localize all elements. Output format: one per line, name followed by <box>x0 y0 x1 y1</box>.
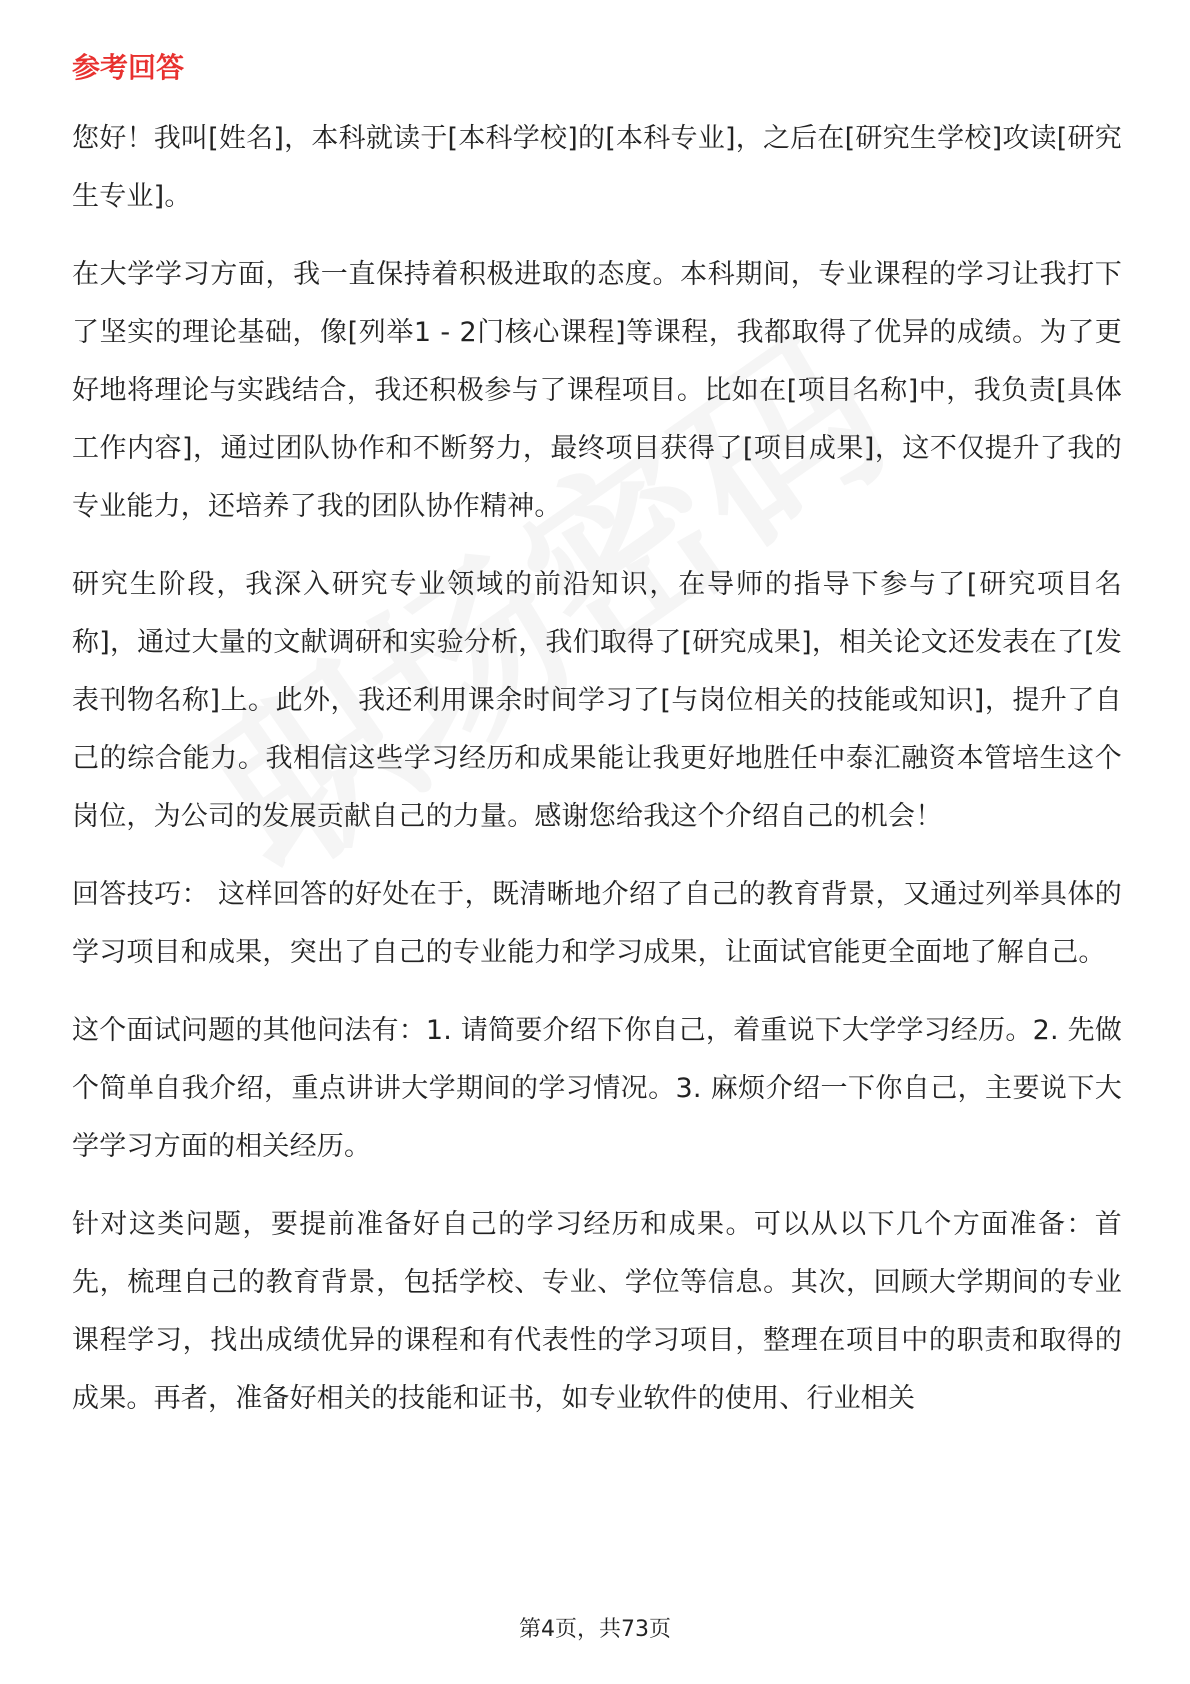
paragraph-undergrad: 在大学学习方面，我一直保持着积极进取的态度。本科期间，专业课程的学习让我打下了坚实的理论基础，像[列举1 - 2门核心课程]等课程，我都取得了优异的成绩。为了更好地将理论与实践结合，我还积极参与了课程项目。比如在[项目名称]中，我负责[具体工作内容]，通过团队协作和不断努力，最终项目获得了[项目成果]，这不仅提升了我的专业能力，还培养了我的团队协作精神。 <box>72 259 1122 522</box>
paragraph-intro: 您好！我叫[姓名]，本科就读于[本科学校]的[本科专业]，之后在[研究生学校]攻读[研究生专业]。 <box>72 123 1122 212</box>
paragraph-alternatives: 这个面试问题的其他问法有：1. 请简要介绍下你自己，着重说下大学学习经历。2. 先做个简单自我介绍，重点讲讲大学期间的学习情况。3. 麻烦介绍一下你自己，主要说下大学学习方面的相关经历。 <box>72 1015 1122 1162</box>
paragraph-preparation: 针对这类问题，要提前准备好自己的学习经历和成果。可以从以下几个方面准备：首先，梳理自己的教育背景，包括学校、专业、学位等信息。其次，回顾大学期间的专业课程学习，找出成绩优异的课程和有代表性的学习项目，整理在项目中的职责和取得的成果。再者，准备好相关的技能和证书，如专业软件的使用、行业相关 <box>72 1209 1122 1414</box>
paragraph-graduate: 研究生阶段，我深入研究专业领域的前沿知识，在导师的指导下参与了[研究项目名称]，通过大量的文献调研和实验分析，我们取得了[研究成果]，相关论文还发表在了[发表刊物名称]上。此外，我还利用课余时间学习了[与岗位相关的技能或知识]，提升了自己的综合能力。我相信这些学习经历和成果能让我更好地胜任中泰汇融资本管培生这个岗位，为公司的发展贡献自己的力量。感谢您给我这个介绍自己的机会！ <box>72 569 1122 832</box>
section-heading: 参考回答 <box>72 51 185 84</box>
content-area <box>72 48 1122 1448</box>
paragraph-tips: 回答技巧： 这样回答的好处在于，既清晰地介绍了自己的教育背景，又通过列举具体的学习项目和成果，突出了自己的专业能力和学习成果，让面试官能更全面地了解自己。 <box>72 879 1122 968</box>
page-footer: 第4页，共73页 <box>519 1617 671 1642</box>
